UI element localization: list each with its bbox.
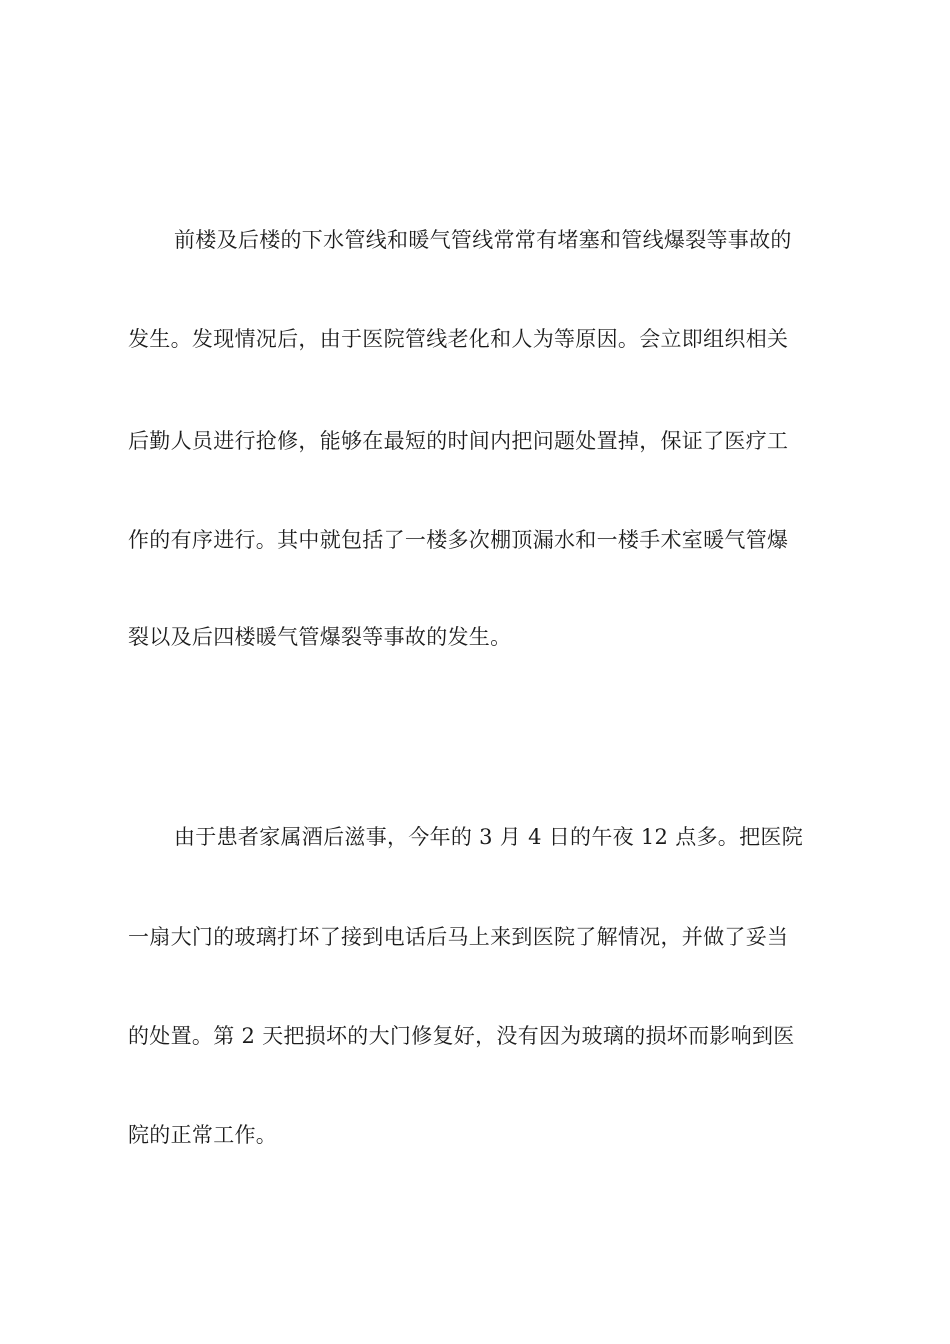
paragraph-line: 院的正常工作。 [128,1123,278,1147]
paragraph-line: 前楼及后楼的下水管线和暖气管线常常有堵塞和管线爆裂等事故的 [174,228,792,252]
paragraph-line: 发生。发现情况后，由于医院管线老化和人为等原因。会立即组织相关 [128,327,789,351]
paragraph-line: 后勤人员进行抢修，能够在最短的时间内把问题处置掉，保证了医疗工 [128,429,789,453]
paragraph-line: 由于患者家属酒后滋事，今年的 3 月 4 日的午夜 12 点多。把医院 [174,825,803,849]
paragraph-line: 一扇大门的玻璃打坏了接到电话后马上来到医院了解情况，并做了妥当 [128,925,789,949]
paragraph-line: 的处置。第 2 天把损坏的大门修复好，没有因为玻璃的损坏而影响到医 [128,1024,795,1048]
paragraph-line: 作的有序进行。其中就包括了一楼多次棚顶漏水和一楼手术室暖气管爆 [128,528,789,552]
paragraph-line: 裂以及后四楼暖气管爆裂等事故的发生。 [128,625,512,649]
